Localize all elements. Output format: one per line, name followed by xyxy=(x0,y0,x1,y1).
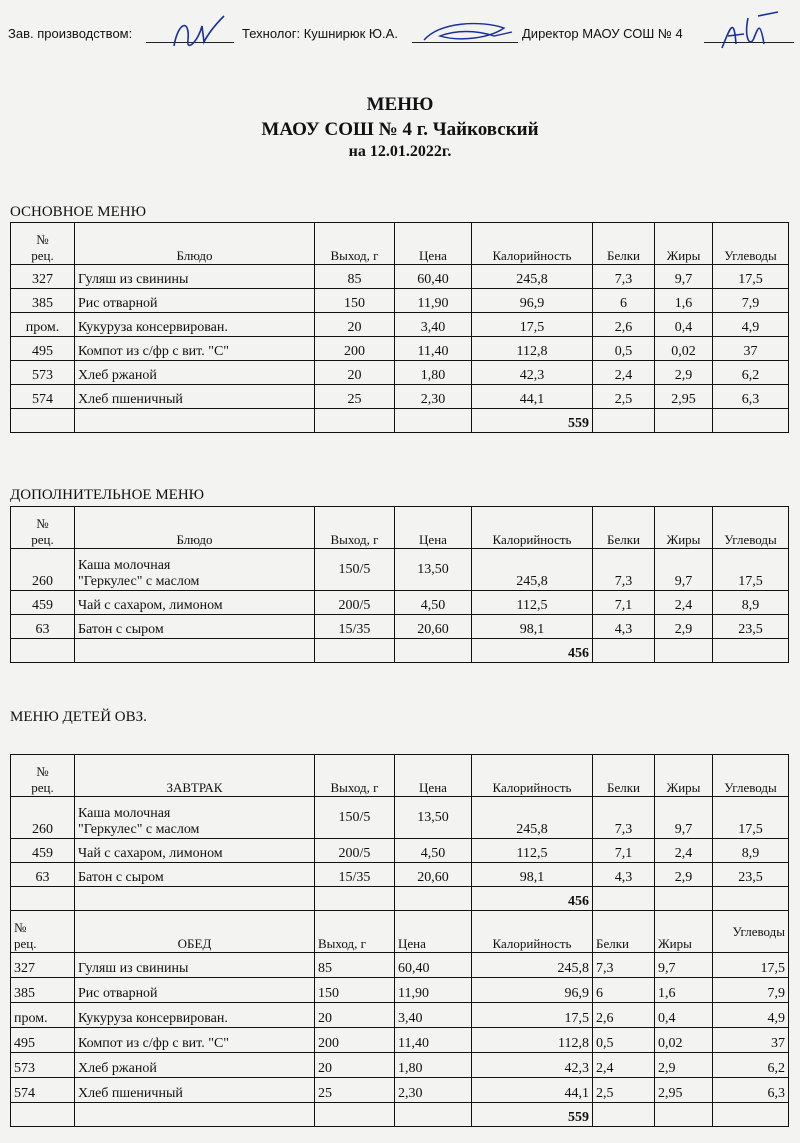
total-calories: 559 xyxy=(472,1103,593,1127)
total-calories: 456 xyxy=(472,887,593,911)
tech-signature xyxy=(420,18,516,52)
table-row: 573 Хлеб ржаной 20 1,80 42,3 2,4 2,9 6,2 xyxy=(11,1053,789,1078)
table-row: 260 Каша молочная "Геркулес" с маслом 150/5 13,50 245,8 7,3 9,7 17,5 xyxy=(11,549,789,591)
table-header-row: № рец. Блюдо Выход, г Цена Калорийность Белки Жиры Углеводы xyxy=(11,507,789,549)
col-prot: Белки xyxy=(593,223,655,265)
table-row: 385 Рис отварной 150 11,90 96,9 6 1,6 7,9 xyxy=(11,289,789,313)
zav-signature xyxy=(168,12,228,58)
table-row: 385 Рис отварной 150 11,90 96,9 6 1,6 7,9 xyxy=(11,978,789,1003)
main-menu-table xyxy=(10,222,789,433)
zav-label: Зав. производством: xyxy=(8,26,133,41)
dir-label: Директор МАОУ СОШ № 4 xyxy=(522,26,683,41)
total-row xyxy=(11,1103,789,1127)
lunch-header: ОБЕД xyxy=(75,911,315,953)
table-row: 327 Гуляш из свинины 85 60,40 245,8 7,3 9,7 17,5 xyxy=(11,265,789,289)
total-row xyxy=(11,639,789,663)
table-row: 495 Компот из с/фр с вит. "С" 200 11,40 112,8 0,5 0,02 37 xyxy=(11,1028,789,1053)
table-row: 459 Чай с сахаром, лимоном 200/5 4,50 112,5 7,1 2,4 8,9 xyxy=(11,591,789,615)
extra-menu-table xyxy=(10,506,789,663)
col-fat: Жиры xyxy=(655,223,713,265)
signature-header xyxy=(8,18,792,58)
total-row xyxy=(11,409,789,433)
table-row: 260 Каша молочная "Геркулес" с маслом 150/5 13,50 245,8 7,3 9,7 17,5 xyxy=(11,797,789,839)
tech-label: Технолог: Кушнирюк Ю.А. xyxy=(242,26,398,41)
table-row: 574 Хлеб пшеничный 25 2,30 44,1 2,5 2,95 6,3 xyxy=(11,1078,789,1103)
date-title: на 12.01.2022г. xyxy=(348,143,452,160)
col-yield: Выход, г xyxy=(315,223,395,265)
table-header-row xyxy=(11,223,789,265)
col-carb: Углеводы xyxy=(713,223,789,265)
table-row: 459 Чай с сахаром, лимоном 200/5 4,50 112,5 7,1 2,4 8,9 xyxy=(11,839,789,863)
table-row: 495 Компот из с/фр с вит. "С" 200 11,40 112,8 0,5 0,02 37 xyxy=(11,337,789,361)
table-row: 63 Батон с сыром 15/35 20,60 98,1 4,3 2,9 23,5 xyxy=(11,863,789,887)
col-num: № рец. xyxy=(11,223,75,265)
col-dish: Блюдо xyxy=(75,223,315,265)
dir-signature xyxy=(714,8,784,58)
ovz-menu-table xyxy=(10,754,789,1127)
total-calories: 456 xyxy=(472,639,593,663)
col-price: Цена xyxy=(395,223,472,265)
section-main-label: ОСНОВНОЕ МЕНЮ xyxy=(10,204,147,220)
section-extra-label: ДОПОЛНИТЕЛЬНОЕ МЕНЮ xyxy=(10,487,205,503)
total-calories: 559 xyxy=(472,409,593,433)
table-header-row: № рец. ЗАВТРАК Выход, г Цена Калорийность Белки Жиры Углеводы xyxy=(11,755,789,797)
school-title: МАОУ СОШ № 4 г. Чайковский xyxy=(261,119,539,140)
col-cal: Калорийность xyxy=(472,223,593,265)
table-row: 327 Гуляш из свинины 85 60,40 245,8 7,3 9,7 17,5 xyxy=(11,953,789,978)
section-ovz-label: МЕНЮ ДЕТЕЙ ОВЗ. xyxy=(10,709,147,725)
table-row: 573 Хлеб ржаной 20 1,80 42,3 2,4 2,9 6,2 xyxy=(11,361,789,385)
table-row: 574 Хлеб пшеничный 25 2,30 44,1 2,5 2,95 6,3 xyxy=(11,385,789,409)
total-row xyxy=(11,887,789,911)
table-row: пром. Кукуруза консервирован. 20 3,40 17,5 2,6 0,4 4,9 xyxy=(11,313,789,337)
doc-title: МЕНЮ xyxy=(366,94,434,115)
breakfast-header: ЗАВТРАК xyxy=(75,755,315,797)
table-row: пром. Кукуруза консервирован. 20 3,40 17,5 2,6 0,4 4,9 xyxy=(11,1003,789,1028)
table-header-row: № рец. ОБЕД Выход, г Цена Калорийность Белки Жиры Углеводы xyxy=(11,911,789,953)
table-row: 63 Батон с сыром 15/35 20,60 98,1 4,3 2,9 23,5 xyxy=(11,615,789,639)
